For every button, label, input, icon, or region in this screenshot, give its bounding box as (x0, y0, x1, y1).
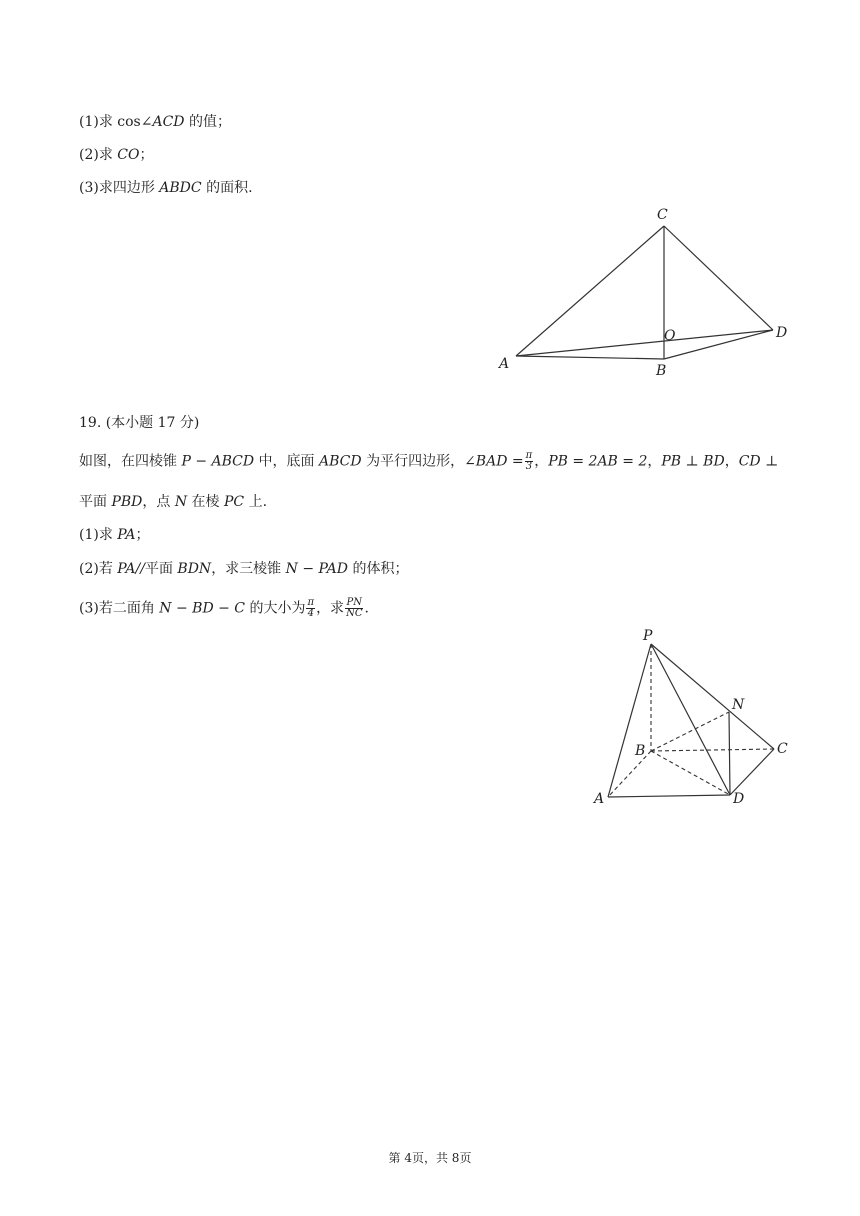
q19-intro-line1 (79, 451, 778, 472)
q19-intro-t1: 如图，在四棱锥 (79, 453, 182, 470)
q19-part-3 (79, 598, 369, 619)
edge-BD (664, 330, 773, 359)
q19-intro-t4: ， (534, 453, 549, 470)
q18-part-2-suffix: ； (139, 147, 154, 163)
q19-part-3-m1: N − BD − C (159, 600, 246, 617)
q19-part-1-suffix: ； (135, 527, 150, 543)
label-D: D (733, 791, 745, 807)
edge-PC (651, 644, 774, 749)
q19-part-1 (79, 525, 150, 545)
q19-intro2-t3: 在棱 (187, 494, 224, 510)
q18-part-1-angle: ∠ (140, 114, 153, 130)
q19-intro2-m3: PC (224, 494, 245, 510)
edge-AC (516, 226, 664, 356)
q19-frac-pn-nc-num: PN (346, 597, 362, 608)
q19-intro-m5: PB ⊥ BD (661, 453, 725, 470)
q18-part-1-cos: cos (117, 114, 141, 130)
q19-frac-pn-nc-den: NC (346, 608, 363, 619)
edge-DC (730, 749, 774, 795)
label-C: C (777, 741, 788, 757)
q19-intro-t5: ， (647, 453, 662, 470)
label-N: N (732, 697, 745, 713)
q19-intro-m6: CD ⊥ (738, 453, 779, 470)
q19-part-3-p1: (3)若二面角 (79, 600, 160, 617)
q19-figure (585, 625, 800, 815)
q19-intro-t3: 为平行四边形， (361, 453, 465, 470)
q19-frac-pi-3-num: π (525, 450, 533, 461)
edge-AD (516, 330, 773, 356)
q19-part-2-p1: (2)若 (79, 561, 118, 577)
q19-intro2-t4: 上. (244, 494, 268, 510)
q19-frac-pi-4-num: π (307, 597, 315, 608)
q19-frac-pi-3-den: 3 (525, 461, 533, 472)
label-C: C (657, 207, 668, 223)
q19-intro-line2 (79, 492, 267, 512)
label-D: D (776, 325, 788, 341)
label-B: B (656, 363, 667, 379)
q18-part-2-prefix: (2)求 (79, 147, 118, 163)
q19-intro-m3: ∠BAD = (464, 453, 524, 470)
q19-part-2-m2: BDN (177, 561, 212, 577)
q19-intro2-t2: ，点 (142, 494, 175, 510)
q18-part-3-prefix: (3)求四边形 (79, 180, 160, 196)
edge-PD (651, 644, 730, 795)
q18-part-1-math: ACD (152, 114, 185, 130)
label-A: A (594, 791, 605, 807)
q19-frac-pi-4 (306, 598, 315, 619)
q19-intro-t2: 中，底面 (254, 453, 320, 470)
q19-part-3-p3: ，求 (316, 600, 345, 617)
q19-intro-m4: PB = 2AB = 2 (548, 453, 648, 470)
q18-part-2 (79, 145, 153, 165)
q19-part-2-p4: 的体积； (348, 561, 409, 577)
q19-part-3-p2: 的大小为 (245, 600, 306, 617)
q18-part-3-math: ABDC (159, 180, 202, 196)
q19-intro2-m1: PBD (111, 494, 143, 510)
q19-intro2-m2: N (174, 494, 188, 510)
q18-part-1 (79, 112, 231, 132)
edge-BC (651, 749, 774, 751)
q19-part-2-m3: N − PAD (285, 561, 348, 577)
q19-intro2-t1: 平面 (79, 494, 112, 510)
q19-header: 19. (本小题 17 分) (79, 415, 200, 431)
edge-CD (664, 226, 773, 330)
q19-intro-t6: ， (724, 453, 739, 470)
q19-intro-m2: ABCD (319, 453, 362, 470)
q18-part-2-math: CO (117, 147, 140, 163)
edge-ND (729, 712, 730, 795)
q19-intro-m1: P − ABCD (181, 453, 255, 470)
q19-part-2-m1: PA// (117, 561, 145, 577)
q19-part-1-math: PA (117, 527, 136, 543)
q19-frac-pi-3 (525, 451, 534, 472)
q19-part-2 (79, 559, 408, 579)
label-P: P (643, 628, 653, 644)
q19-part-1-prefix: (1)求 (79, 527, 118, 543)
page-footer: 第 4页，共 8页 (388, 1151, 472, 1165)
label-O: O (664, 328, 676, 344)
q18-figure (490, 200, 810, 385)
q18-part-3 (79, 178, 253, 198)
q19-part-2-p3: ，求三棱锥 (211, 561, 286, 577)
q18-part-1-prefix: (1)求 (79, 114, 118, 130)
q19-frac-pn-nc (345, 598, 363, 619)
q19-part-3-p4: . (364, 600, 369, 617)
label-A: A (499, 356, 510, 372)
edge-AD (608, 795, 730, 797)
q18-part-3-suffix: 的面积. (201, 180, 253, 196)
edge-AB (516, 356, 664, 359)
q18-part-1-suffix: 的值； (184, 114, 231, 130)
label-B: B (635, 743, 646, 759)
q19-frac-pi-4-den: 4 (307, 608, 314, 619)
q19-part-2-p2: 平面 (144, 561, 178, 577)
